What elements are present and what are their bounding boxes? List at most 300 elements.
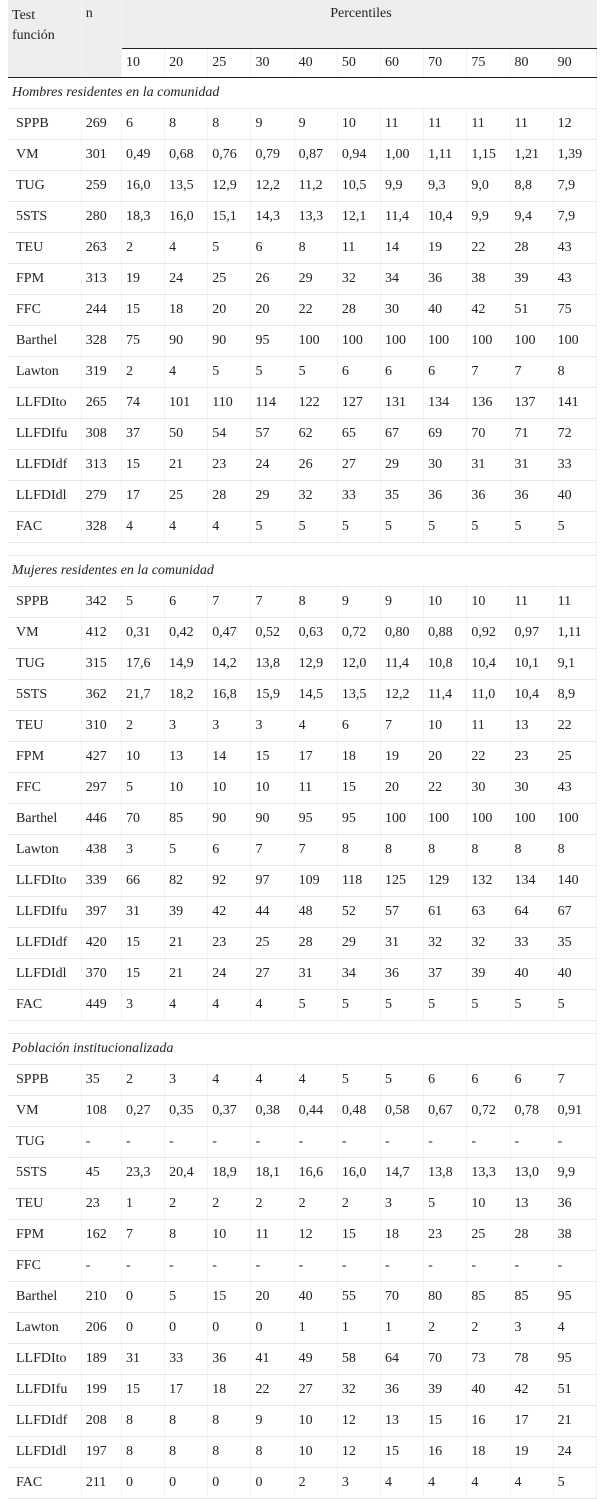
value-cell: 9 — [380, 587, 423, 618]
value-cell: 10 — [208, 1220, 251, 1251]
value-cell: 0 — [165, 1313, 208, 1344]
value-cell: - — [165, 1251, 208, 1282]
value-cell: 36 — [467, 481, 510, 512]
value-cell: 9 — [337, 587, 380, 618]
value-cell: 11,4 — [380, 649, 423, 680]
n-cell: 308 — [81, 419, 121, 450]
value-cell: 72 — [553, 419, 596, 450]
value-cell: 110 — [208, 388, 251, 419]
value-cell: 12,2 — [380, 680, 423, 711]
value-cell: 8 — [337, 835, 380, 866]
value-cell: 13,3 — [467, 1158, 510, 1189]
value-cell: 3 — [510, 1313, 553, 1344]
value-cell: 12 — [337, 1437, 380, 1468]
value-cell: 9,0 — [467, 171, 510, 202]
value-cell: 20 — [208, 295, 251, 326]
value-cell: 5 — [121, 587, 164, 618]
value-cell: 6 — [424, 1065, 467, 1096]
value-cell: 2 — [121, 233, 164, 264]
value-cell: 31 — [294, 959, 337, 990]
table-row — [8, 649, 597, 680]
value-cell: 0,80 — [380, 618, 423, 649]
value-cell: 28 — [294, 928, 337, 959]
header-n: n — [81, 0, 121, 78]
value-cell: 2 — [165, 1189, 208, 1220]
value-cell: 18 — [337, 742, 380, 773]
value-cell: 34 — [380, 264, 423, 295]
value-cell: 55 — [337, 1282, 380, 1313]
value-cell: 31 — [380, 928, 423, 959]
value-cell: 8 — [208, 1437, 251, 1468]
value-cell: 21 — [165, 959, 208, 990]
value-cell: 1 — [337, 1313, 380, 1344]
value-cell: 7 — [380, 711, 423, 742]
value-cell: 22 — [553, 711, 596, 742]
value-cell: 4 — [165, 357, 208, 388]
n-cell: 259 — [81, 171, 121, 202]
value-cell: 23 — [208, 450, 251, 481]
value-cell: 0,79 — [251, 140, 294, 171]
value-cell: 43 — [553, 264, 596, 295]
value-cell: 9,9 — [467, 202, 510, 233]
value-cell: 17 — [121, 481, 164, 512]
value-cell: 27 — [337, 450, 380, 481]
table-row — [8, 1437, 597, 1468]
value-cell: 7 — [467, 357, 510, 388]
value-cell: 4 — [165, 512, 208, 543]
table-row — [8, 1127, 597, 1158]
value-cell: 15 — [208, 1282, 251, 1313]
value-cell: 10,8 — [424, 649, 467, 680]
value-cell: 52 — [337, 897, 380, 928]
n-cell: - — [81, 1251, 121, 1282]
value-cell: 5 — [510, 512, 553, 543]
value-cell: 16,0 — [165, 202, 208, 233]
value-cell: 15 — [121, 295, 164, 326]
value-cell: 36 — [510, 481, 553, 512]
value-cell: 6 — [337, 357, 380, 388]
test-name-cell: VM — [8, 1096, 81, 1127]
n-cell: 108 — [81, 1096, 121, 1127]
value-cell: 4 — [165, 990, 208, 1021]
value-cell: 57 — [380, 897, 423, 928]
value-cell: 15 — [424, 1406, 467, 1437]
value-cell: 5 — [251, 357, 294, 388]
n-cell: 328 — [81, 326, 121, 357]
value-cell: 6 — [165, 587, 208, 618]
value-cell: 141 — [553, 388, 596, 419]
value-cell: 3 — [121, 990, 164, 1021]
table-row — [8, 1468, 597, 1499]
value-cell: 100 — [424, 804, 467, 835]
value-cell: 14,9 — [165, 649, 208, 680]
value-cell: 2 — [121, 711, 164, 742]
value-cell: 25 — [251, 928, 294, 959]
value-cell: 58 — [337, 1344, 380, 1375]
test-name-cell: TEU — [8, 711, 81, 742]
value-cell: 27 — [251, 959, 294, 990]
value-cell: 2 — [294, 1468, 337, 1499]
value-cell: 32 — [424, 928, 467, 959]
value-cell: - — [510, 1127, 553, 1158]
test-name-cell: TEU — [8, 1189, 81, 1220]
table-row — [8, 1313, 597, 1344]
value-cell: 37 — [121, 419, 164, 450]
value-cell: 12,9 — [208, 171, 251, 202]
value-cell: 24 — [251, 450, 294, 481]
value-cell: 36 — [424, 264, 467, 295]
value-cell: 5 — [424, 512, 467, 543]
value-cell: 18,9 — [208, 1158, 251, 1189]
value-cell: 12,1 — [337, 202, 380, 233]
value-cell: 30 — [467, 773, 510, 804]
value-cell: 95 — [294, 804, 337, 835]
value-cell: 28 — [208, 481, 251, 512]
value-cell: 9,1 — [553, 649, 596, 680]
value-cell: 12,2 — [251, 171, 294, 202]
test-name-cell: Lawton — [8, 357, 81, 388]
value-cell: 73 — [467, 1344, 510, 1375]
value-cell: 90 — [251, 804, 294, 835]
value-cell: 10,5 — [337, 171, 380, 202]
value-cell: 10,4 — [424, 202, 467, 233]
value-cell: 95 — [337, 804, 380, 835]
value-cell: 0 — [208, 1313, 251, 1344]
table-row — [8, 680, 597, 711]
value-cell: 85 — [467, 1282, 510, 1313]
value-cell: - — [380, 1127, 423, 1158]
value-cell: 2 — [121, 1065, 164, 1096]
n-cell: 280 — [81, 202, 121, 233]
test-name-cell: LLFDIto — [8, 1344, 81, 1375]
value-cell: 36 — [424, 481, 467, 512]
value-cell: 28 — [510, 233, 553, 264]
value-cell: 11 — [510, 109, 553, 140]
value-cell: 13,3 — [294, 202, 337, 233]
value-cell: 8 — [208, 1406, 251, 1437]
value-cell: 0,78 — [510, 1096, 553, 1127]
n-cell: 162 — [81, 1220, 121, 1251]
value-cell: 8 — [424, 835, 467, 866]
value-cell: 2 — [208, 1189, 251, 1220]
value-cell: - — [165, 1127, 208, 1158]
value-cell: 15 — [121, 959, 164, 990]
value-cell: 5 — [208, 357, 251, 388]
table-row — [8, 897, 597, 928]
value-cell: 13,8 — [424, 1158, 467, 1189]
value-cell: 0,94 — [337, 140, 380, 171]
value-cell: 0,48 — [337, 1096, 380, 1127]
value-cell: 20 — [380, 773, 423, 804]
value-cell: 21 — [553, 1406, 596, 1437]
value-cell: 15 — [121, 450, 164, 481]
value-cell: 8 — [121, 1406, 164, 1437]
value-cell: 15 — [337, 773, 380, 804]
value-cell: 48 — [294, 897, 337, 928]
table-row — [8, 1344, 597, 1375]
n-cell: 315 — [81, 649, 121, 680]
test-name-cell: FPM — [8, 1220, 81, 1251]
value-cell: 0,63 — [294, 618, 337, 649]
n-cell: 397 — [81, 897, 121, 928]
value-cell: 12 — [553, 109, 596, 140]
value-cell: 50 — [165, 419, 208, 450]
value-cell: 13 — [510, 1189, 553, 1220]
value-cell: 129 — [424, 866, 467, 897]
value-cell: 3 — [251, 711, 294, 742]
test-name-cell: LLFDIdl — [8, 959, 81, 990]
value-cell: - — [467, 1127, 510, 1158]
value-cell: 5 — [294, 512, 337, 543]
value-cell: 0,76 — [208, 140, 251, 171]
value-cell: 15 — [121, 1375, 164, 1406]
value-cell: 29 — [380, 450, 423, 481]
value-cell: 4 — [208, 1065, 251, 1096]
value-cell: 0,97 — [510, 618, 553, 649]
value-cell: 16 — [467, 1406, 510, 1437]
value-cell: 4 — [251, 990, 294, 1021]
value-cell: 8 — [553, 835, 596, 866]
value-cell: 134 — [424, 388, 467, 419]
value-cell: 25 — [553, 742, 596, 773]
value-cell: 5 — [380, 1065, 423, 1096]
value-cell: 0,72 — [467, 1096, 510, 1127]
value-cell: 41 — [251, 1344, 294, 1375]
value-cell: 24 — [208, 959, 251, 990]
value-cell: 132 — [467, 866, 510, 897]
value-cell: 6 — [337, 711, 380, 742]
value-cell: 4 — [208, 990, 251, 1021]
header-percentile: 30 — [251, 49, 294, 78]
value-cell: 33 — [553, 450, 596, 481]
n-cell: 297 — [81, 773, 121, 804]
value-cell: 8 — [294, 587, 337, 618]
table-row — [8, 388, 597, 419]
value-cell: 16 — [424, 1437, 467, 1468]
test-name-cell: LLFDIfu — [8, 419, 81, 450]
value-cell: 1 — [294, 1313, 337, 1344]
value-cell: 92 — [208, 866, 251, 897]
value-cell: 16,6 — [294, 1158, 337, 1189]
value-cell: 29 — [337, 928, 380, 959]
value-cell: 0,58 — [380, 1096, 423, 1127]
value-cell: 11 — [467, 711, 510, 742]
value-cell: 21 — [165, 450, 208, 481]
value-cell: 19 — [424, 233, 467, 264]
value-cell: 4 — [380, 1468, 423, 1499]
table-row — [8, 959, 597, 990]
n-cell: 199 — [81, 1375, 121, 1406]
test-name-cell: FPM — [8, 264, 81, 295]
table-row — [8, 618, 597, 649]
value-cell: 5 — [380, 990, 423, 1021]
table-row — [8, 357, 597, 388]
value-cell: 3 — [165, 711, 208, 742]
value-cell: 69 — [424, 419, 467, 450]
test-name-cell: FFC — [8, 1251, 81, 1282]
value-cell: 2 — [294, 1189, 337, 1220]
value-cell: 20 — [251, 295, 294, 326]
section-title: Mujeres residentes en la comunidad — [8, 556, 597, 587]
value-cell: 42 — [208, 897, 251, 928]
value-cell: 10 — [294, 1437, 337, 1468]
value-cell: 30 — [380, 295, 423, 326]
value-cell: 4 — [467, 1468, 510, 1499]
header-test: Test función — [8, 0, 81, 78]
value-cell: 4 — [424, 1468, 467, 1499]
value-cell: 18,3 — [121, 202, 164, 233]
value-cell: 22 — [294, 295, 337, 326]
value-cell: 5 — [251, 512, 294, 543]
value-cell: - — [510, 1251, 553, 1282]
value-cell: 18 — [380, 1220, 423, 1251]
value-cell: 11,2 — [294, 171, 337, 202]
value-cell: 17 — [165, 1375, 208, 1406]
value-cell: 7 — [208, 587, 251, 618]
value-cell: 35 — [380, 481, 423, 512]
value-cell: 14,2 — [208, 649, 251, 680]
value-cell: 5 — [294, 357, 337, 388]
value-cell: 2 — [467, 1313, 510, 1344]
value-cell: 8,9 — [553, 680, 596, 711]
value-cell: 100 — [467, 326, 510, 357]
value-cell: 136 — [467, 388, 510, 419]
header-percentiles: Percentiles — [121, 0, 596, 49]
test-name-cell: VM — [8, 140, 81, 171]
value-cell: - — [208, 1251, 251, 1282]
table-row — [8, 264, 597, 295]
test-name-cell: VM — [8, 618, 81, 649]
value-cell: 0,44 — [294, 1096, 337, 1127]
value-cell: 25 — [165, 481, 208, 512]
value-cell: 16,8 — [208, 680, 251, 711]
value-cell: 8,8 — [510, 171, 553, 202]
n-cell: 197 — [81, 1437, 121, 1468]
value-cell: 18,1 — [251, 1158, 294, 1189]
value-cell: 0,72 — [337, 618, 380, 649]
value-cell: 10 — [424, 587, 467, 618]
table-row — [8, 512, 597, 543]
value-cell: 30 — [510, 773, 553, 804]
value-cell: 40 — [294, 1282, 337, 1313]
value-cell: 20,4 — [165, 1158, 208, 1189]
table-row — [8, 1375, 597, 1406]
test-name-cell: 5STS — [8, 202, 81, 233]
test-name-cell: LLFDIdf — [8, 450, 81, 481]
value-cell: 29 — [294, 264, 337, 295]
value-cell: - — [553, 1251, 596, 1282]
value-cell: 5 — [553, 1468, 596, 1499]
value-cell: 11 — [553, 587, 596, 618]
value-cell: 10 — [165, 773, 208, 804]
table-row — [8, 419, 597, 450]
value-cell: 11 — [467, 109, 510, 140]
n-cell: 449 — [81, 990, 121, 1021]
value-cell: - — [121, 1127, 164, 1158]
test-name-cell: Barthel — [8, 1282, 81, 1313]
percentile-table — [8, 0, 597, 1499]
value-cell: 5 — [553, 990, 596, 1021]
n-cell: 45 — [81, 1158, 121, 1189]
value-cell: 14 — [208, 742, 251, 773]
value-cell: 18 — [208, 1375, 251, 1406]
value-cell: 30 — [424, 450, 467, 481]
n-cell: 244 — [81, 295, 121, 326]
value-cell: 1 — [121, 1189, 164, 1220]
value-cell: 4 — [553, 1313, 596, 1344]
value-cell: 65 — [337, 419, 380, 450]
value-cell: - — [251, 1251, 294, 1282]
value-cell: 8 — [510, 835, 553, 866]
value-cell: 127 — [337, 388, 380, 419]
value-cell: 134 — [510, 866, 553, 897]
value-cell: 61 — [424, 897, 467, 928]
test-name-cell: Lawton — [8, 1313, 81, 1344]
n-cell: 265 — [81, 388, 121, 419]
value-cell: 57 — [251, 419, 294, 450]
test-name-cell: LLFDIdl — [8, 481, 81, 512]
test-name-cell: LLFDIto — [8, 388, 81, 419]
value-cell: 39 — [467, 959, 510, 990]
table-row — [8, 835, 597, 866]
value-cell: 9 — [251, 1406, 294, 1437]
section-row — [8, 556, 597, 587]
value-cell: 9,9 — [380, 171, 423, 202]
value-cell: 6 — [467, 1065, 510, 1096]
value-cell: 4 — [510, 1468, 553, 1499]
value-cell: 15,9 — [251, 680, 294, 711]
value-cell: 33 — [510, 928, 553, 959]
n-cell: 313 — [81, 450, 121, 481]
value-cell: 40 — [424, 295, 467, 326]
test-name-cell: Barthel — [8, 804, 81, 835]
value-cell: 0,67 — [424, 1096, 467, 1127]
value-cell: 0 — [121, 1468, 164, 1499]
value-cell: 13 — [380, 1406, 423, 1437]
value-cell: 12,0 — [337, 649, 380, 680]
value-cell: 13,5 — [337, 680, 380, 711]
value-cell: 16,0 — [121, 171, 164, 202]
test-name-cell: FPM — [8, 742, 81, 773]
value-cell: 14 — [380, 233, 423, 264]
n-cell: 342 — [81, 587, 121, 618]
value-cell: 1,39 — [553, 140, 596, 171]
value-cell: 11 — [424, 109, 467, 140]
value-cell: - — [553, 1127, 596, 1158]
value-cell: 27 — [294, 1375, 337, 1406]
value-cell: 75 — [121, 326, 164, 357]
value-cell: 85 — [165, 804, 208, 835]
value-cell: 10,4 — [510, 680, 553, 711]
value-cell: 15,1 — [208, 202, 251, 233]
value-cell: 0,88 — [424, 618, 467, 649]
value-cell: 0,31 — [121, 618, 164, 649]
value-cell: 0,92 — [467, 618, 510, 649]
value-cell: 0,27 — [121, 1096, 164, 1127]
header-percentile: 90 — [553, 49, 596, 78]
value-cell: 3 — [380, 1189, 423, 1220]
value-cell: 31 — [121, 897, 164, 928]
test-name-cell: LLFDIdf — [8, 928, 81, 959]
value-cell: 40 — [510, 959, 553, 990]
value-cell: 18,2 — [165, 680, 208, 711]
value-cell: 18 — [165, 295, 208, 326]
table-row — [8, 1065, 597, 1096]
value-cell: 9 — [294, 109, 337, 140]
value-cell: 22 — [424, 773, 467, 804]
value-cell: 44 — [251, 897, 294, 928]
section-title: Hombres residentes en la comunidad — [8, 78, 597, 109]
